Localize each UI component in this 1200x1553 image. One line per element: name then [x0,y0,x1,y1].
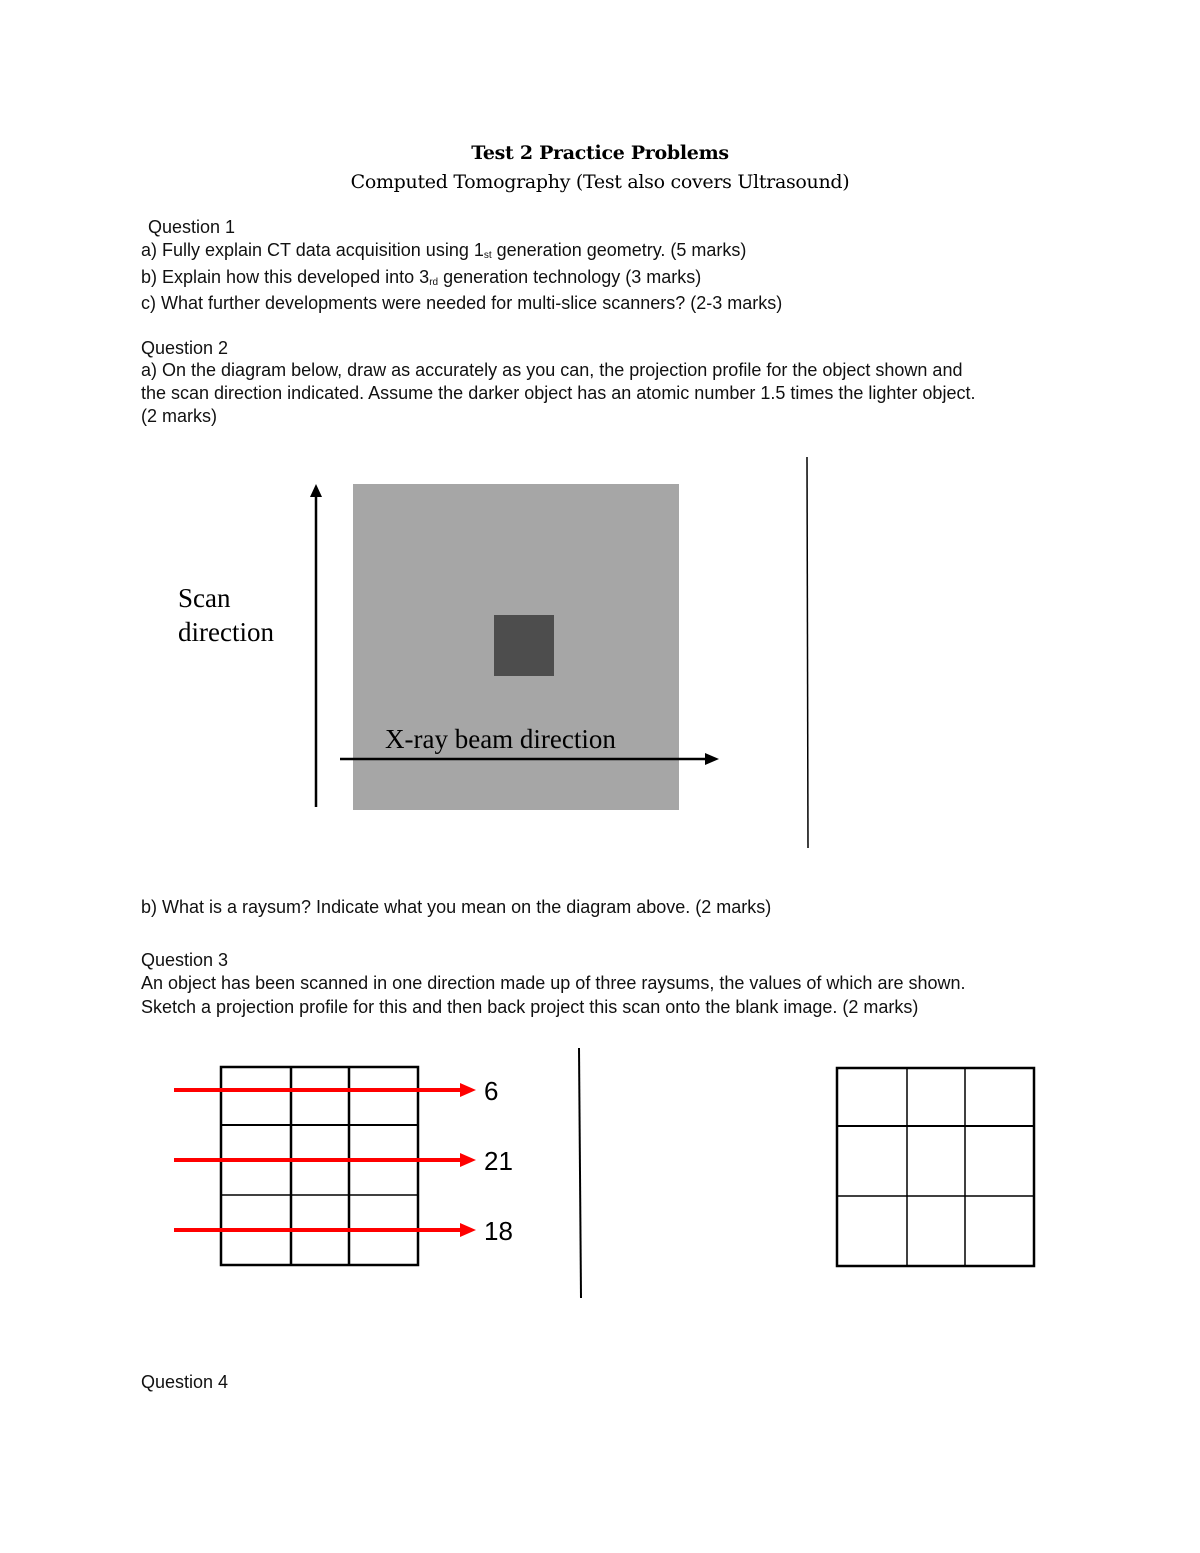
object-darker [494,615,554,676]
ct-scan-diagram [0,440,1200,870]
beam-arrow-head [705,753,719,765]
q1-a-text-start: a) Fully explain CT data acquisition using 1 [141,240,484,260]
q2-part-b: b) What is a raysum? Indicate what you mean on the diagram above. (2 marks) [141,897,772,917]
raysum-rays [174,1083,476,1237]
q2-a-line-1: a) On the diagram below, draw as accurately as you can, the projection profile for the object shown and [141,360,963,380]
q1-part-b [141,266,701,289]
beam-label: X-ray beam direction [385,724,616,754]
q1-b-superscript: rd [429,277,439,288]
q1-part-c: c) What further developments were needed for multi-slice scanners? (2-3 marks) [141,293,783,313]
raysum-diagram [0,1040,1200,1310]
q2-heading: Question 2 [141,338,229,358]
page-title: Test 2 Practice Problems [471,142,729,164]
q2-a-line-3: (2 marks) [141,406,217,426]
scanned-object-grid [221,1067,418,1265]
page-subtitle: Computed Tomography (Test also covers Ultrasound) [350,171,850,193]
q3-profile-baseline [579,1048,581,1298]
q1-b-text-end: generation technology (3 marks) [438,267,702,287]
raysum-value-1: 6 [484,1076,499,1106]
scan-label-line-1: Scan [178,583,231,613]
q2-a-line-2: the scan direction indicated. Assume the darker object has an atomic number 1.5 times the lighter object. [141,383,976,403]
q3-line-2: Sketch a projection profile for this and then back project this scan onto the blank image. (2 marks) [141,997,919,1017]
scan-label-line-2: direction [178,617,274,647]
q4-heading: Question 4 [141,1372,229,1392]
q1-a-text-end: generation geometry. (5 marks) [491,240,747,260]
blank-image-grid [837,1068,1034,1266]
scan-arrow-head [310,484,322,497]
q1-heading: Question 1 [148,217,236,237]
q3-heading: Question 3 [141,950,229,970]
q1-part-a [141,239,746,262]
profile-baseline [807,457,808,848]
q1-b-text-start: b) Explain how this developed into 3 [141,267,430,287]
raysum-value-3: 18 [484,1216,513,1246]
q1-a-superscript: st [483,250,492,261]
q3-line-1: An object has been scanned in one direction made up of three raysums, the values of which are shown. [141,973,966,993]
raysum-value-2: 21 [484,1146,513,1176]
